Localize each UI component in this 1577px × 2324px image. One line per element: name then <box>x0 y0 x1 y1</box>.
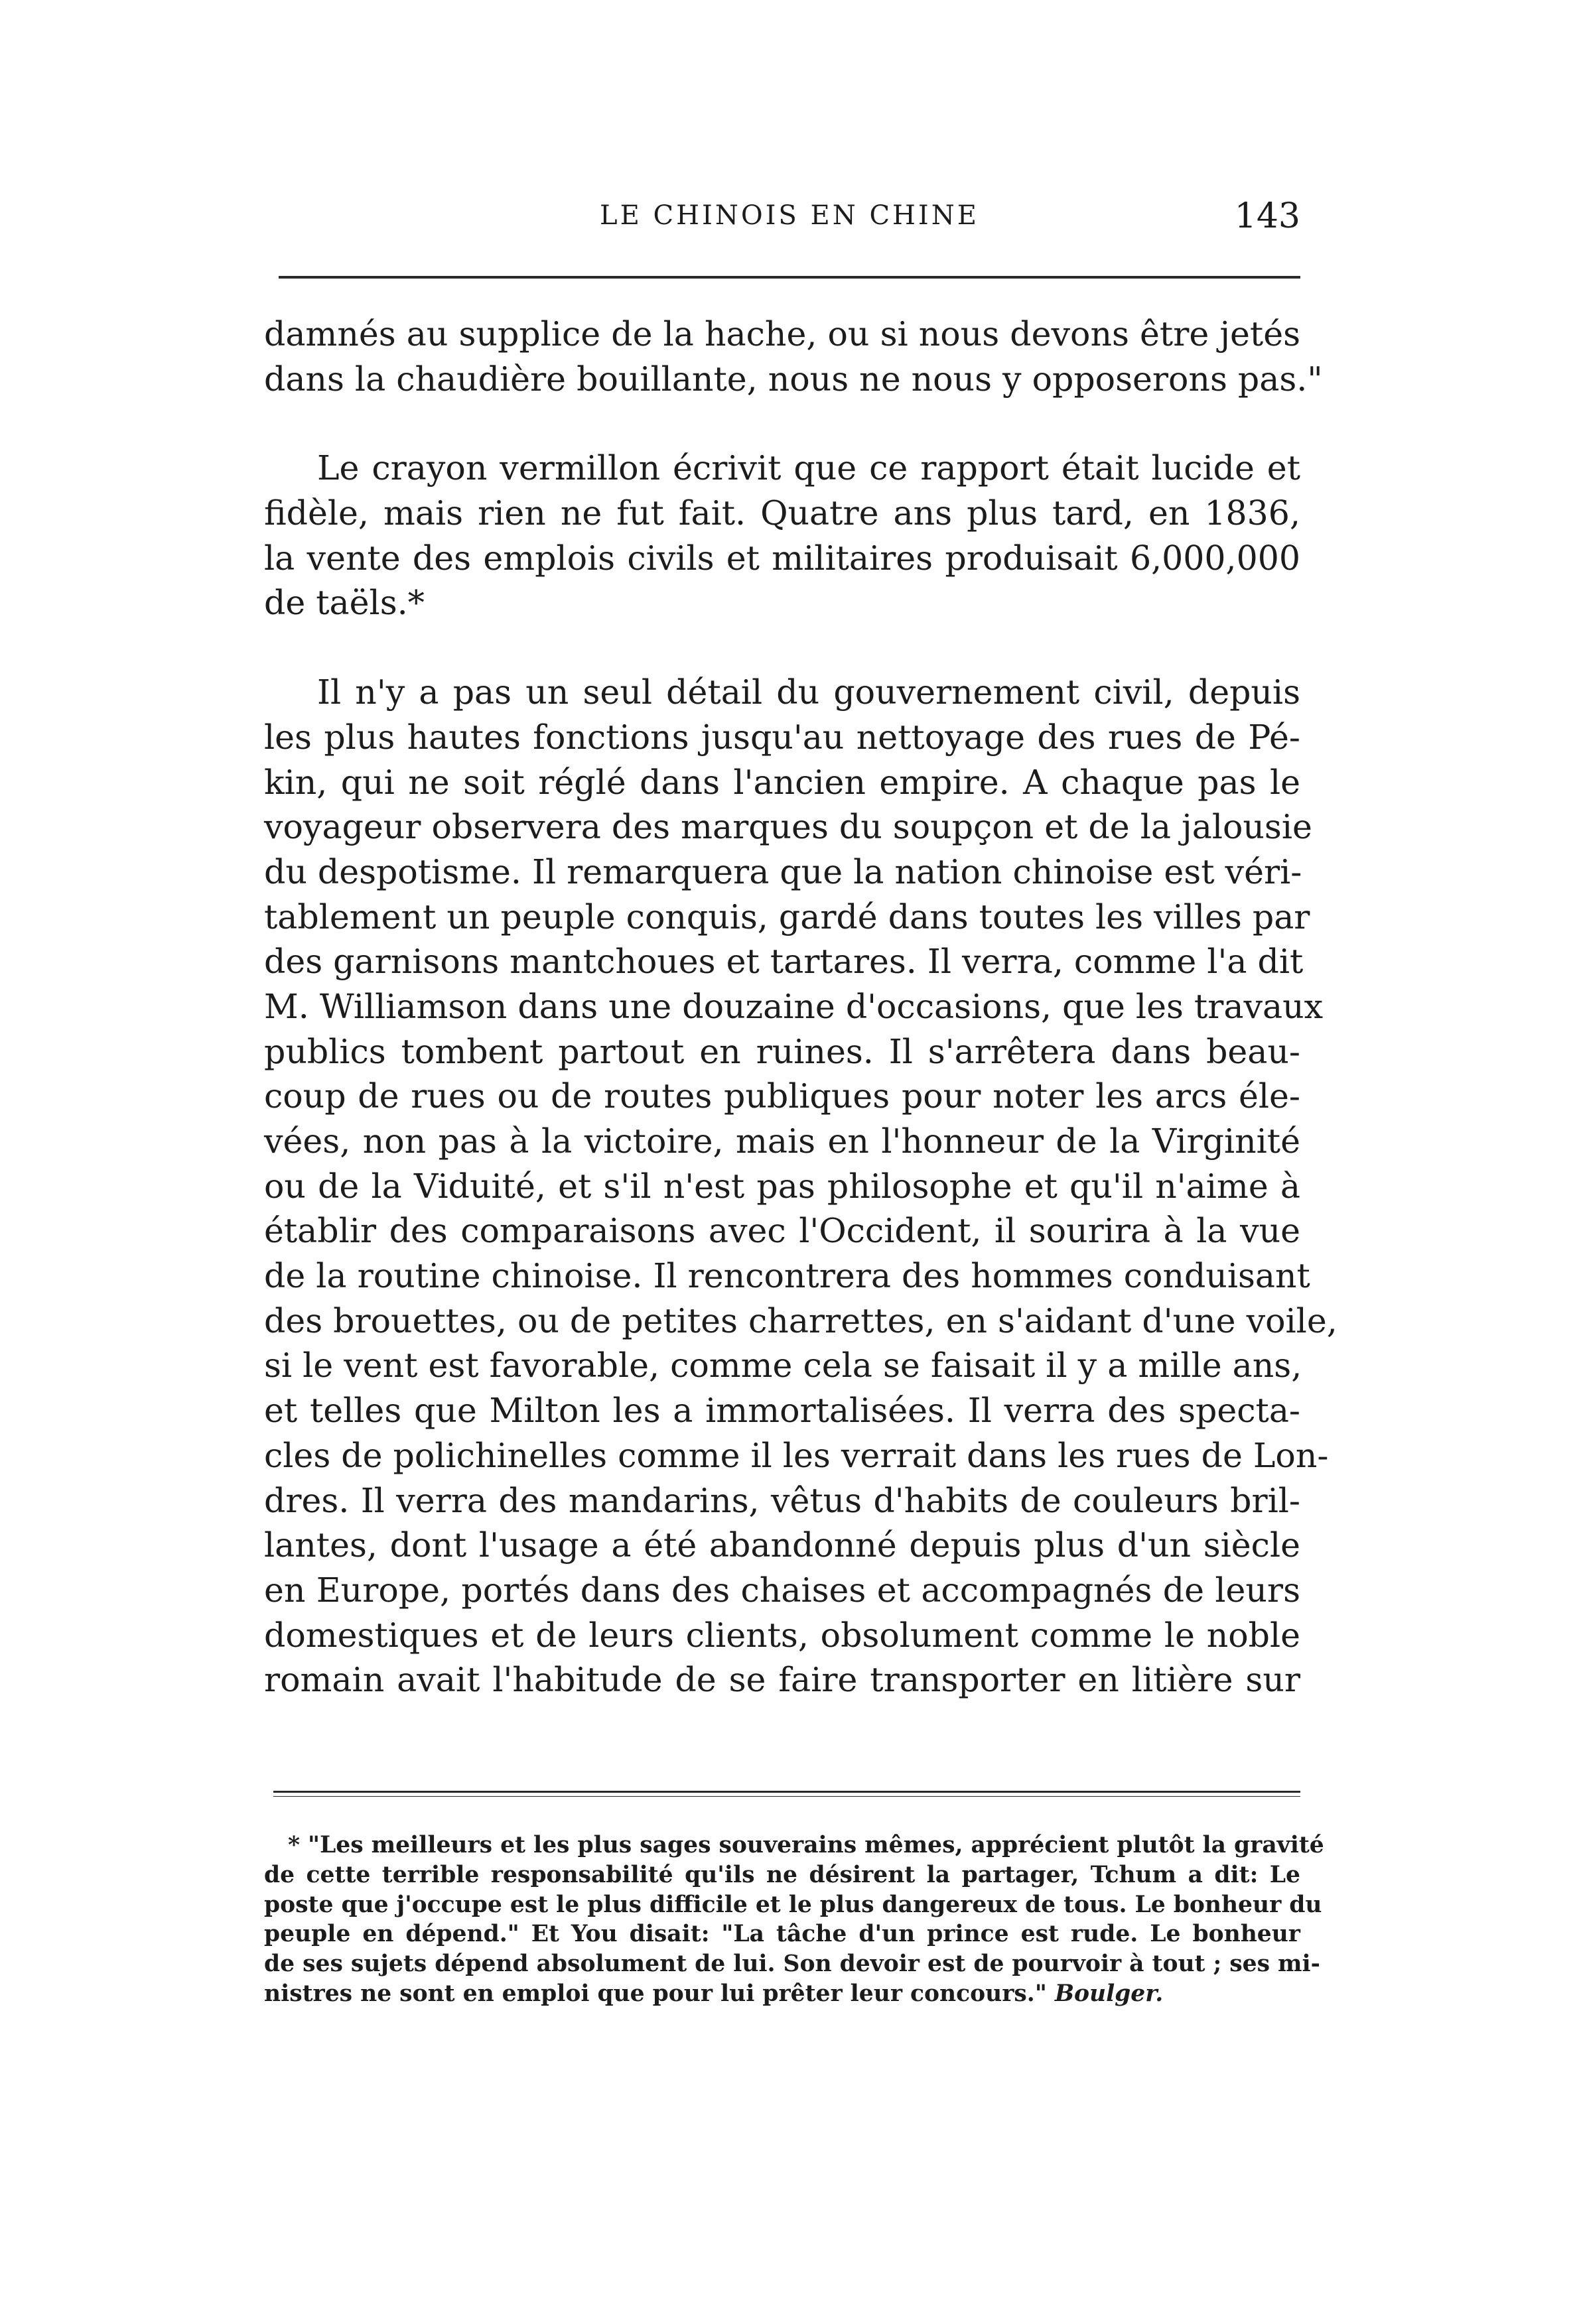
text-line: la vente des emplois civils et militaires produisait 6,000,000 <box>264 538 1300 578</box>
footnote-line: poste que j'occupe est le plus difficile et le plus dangereux de tous. Le bonheur du <box>264 1891 1322 1918</box>
text-line: coup de rues ou de routes publiques pour noter les arcs éle- <box>264 1076 1300 1116</box>
text-line: tablement un peuple conquis, gardé dans toutes les villes par <box>264 897 1310 936</box>
text-line: en Europe, portés dans des chaises et accompagnés de leurs <box>264 1570 1300 1610</box>
running-head <box>279 196 1300 253</box>
footnote-line: de ses sujets dépend absolument de lui. Son devoir est de pourvoir à tout ; ses mi- <box>264 1951 1320 1978</box>
text-line: des brouettes, ou de petites charrettes, en s'aidant d'une voile, <box>264 1301 1337 1340</box>
text-line: des garnisons mantchoues et tartares. Il verra, comme l'a dit <box>264 942 1304 982</box>
footnote-last-line <box>264 1979 1300 2009</box>
footnote-line: de cette terrible responsabilité qu'ils ne désirent la partager, Tchum a dit: Le <box>264 1861 1300 1888</box>
text-line: kin, qui ne soit réglé dans l'ancien empire. A chaque pas le <box>264 762 1300 802</box>
text-line: domestiques et de leurs clients, obsolument comme le noble <box>264 1615 1300 1655</box>
header-rule <box>279 276 1300 279</box>
footnote <box>264 1831 1324 2009</box>
running-title: LE CHINOIS EN CHINE <box>600 200 979 231</box>
text-line: et telles que Milton les a immortalisées. Il verra des specta- <box>264 1391 1300 1431</box>
text-line: Le crayon vermillon écrivit que ce rapport était lucide et <box>317 448 1300 488</box>
footnote-rule <box>273 1791 1300 1793</box>
text-line: fidèle, mais rien ne fut fait. Quatre ans plus tard, en 1836, <box>264 493 1300 533</box>
text-line: de taëls.* <box>264 583 425 623</box>
footnote-line: peuple en dépend." Et You disait: "La tâche d'un prince est rude. Le bonheur <box>264 1921 1300 1948</box>
text-line: du despotisme. Il remarquera que la nation chinoise est véri- <box>264 852 1302 891</box>
text-line: ou de la Viduité, et s'il n'est pas philosophe et qu'il n'aime à <box>264 1166 1300 1206</box>
footnote-line: * "Les meilleurs et les plus sages souverains mêmes, apprécient plutôt la gravité <box>288 1832 1324 1858</box>
text-line: Il n'y a pas un seul détail du gouvernement civil, depuis <box>317 673 1300 712</box>
text-line: damnés au supplice de la hache, ou si nous devons être jetés <box>264 314 1300 354</box>
text-line: lantes, dont l'usage a été abandonné depuis plus d'un siècle <box>264 1525 1300 1565</box>
footnote-attribution: Boulger. <box>1054 1980 1164 2007</box>
text-line: publics tombent partout en ruines. Il s'arrêtera dans beau- <box>264 1031 1300 1071</box>
text-line: les plus hautes fonctions jusqu'au nettoyage des rues de Pé- <box>264 717 1300 757</box>
text-line: si le vent est favorable, comme cela se faisait il y a mille ans, <box>264 1346 1302 1386</box>
text-line: romain avait l'habitude de se faire transporter en litière sur <box>264 1660 1300 1700</box>
text-line: voyageur observera des marques du soupçon et de la jalousie <box>264 807 1312 847</box>
text-line: M. Williamson dans une douzaine d'occasions, que les travaux <box>264 986 1324 1026</box>
text-line: de la routine chinoise. Il rencontrera des hommes conduisant <box>264 1256 1310 1296</box>
text-line: cles de polichinelles comme il les verrait dans les rues de Lon- <box>264 1435 1329 1475</box>
footnote-line: nistres ne sont en emploi que pour lui prêter leur concours." <box>264 1980 1047 2007</box>
text-line: vées, non pas à la victoire, mais en l'honneur de la Virginité <box>264 1122 1300 1161</box>
body-text <box>264 312 1337 1703</box>
text-line: dres. Il verra des mandarins, vêtus d'habits de couleurs bril- <box>264 1480 1300 1520</box>
page-number: 143 <box>1234 196 1300 236</box>
footnote-rule-secondary <box>273 1796 1300 1797</box>
text-line: dans la chaudière bouillante, nous ne nous y opposerons pas." <box>264 359 1323 399</box>
text-line: établir des comparaisons avec l'Occident, il sourira à la vue <box>264 1211 1300 1251</box>
